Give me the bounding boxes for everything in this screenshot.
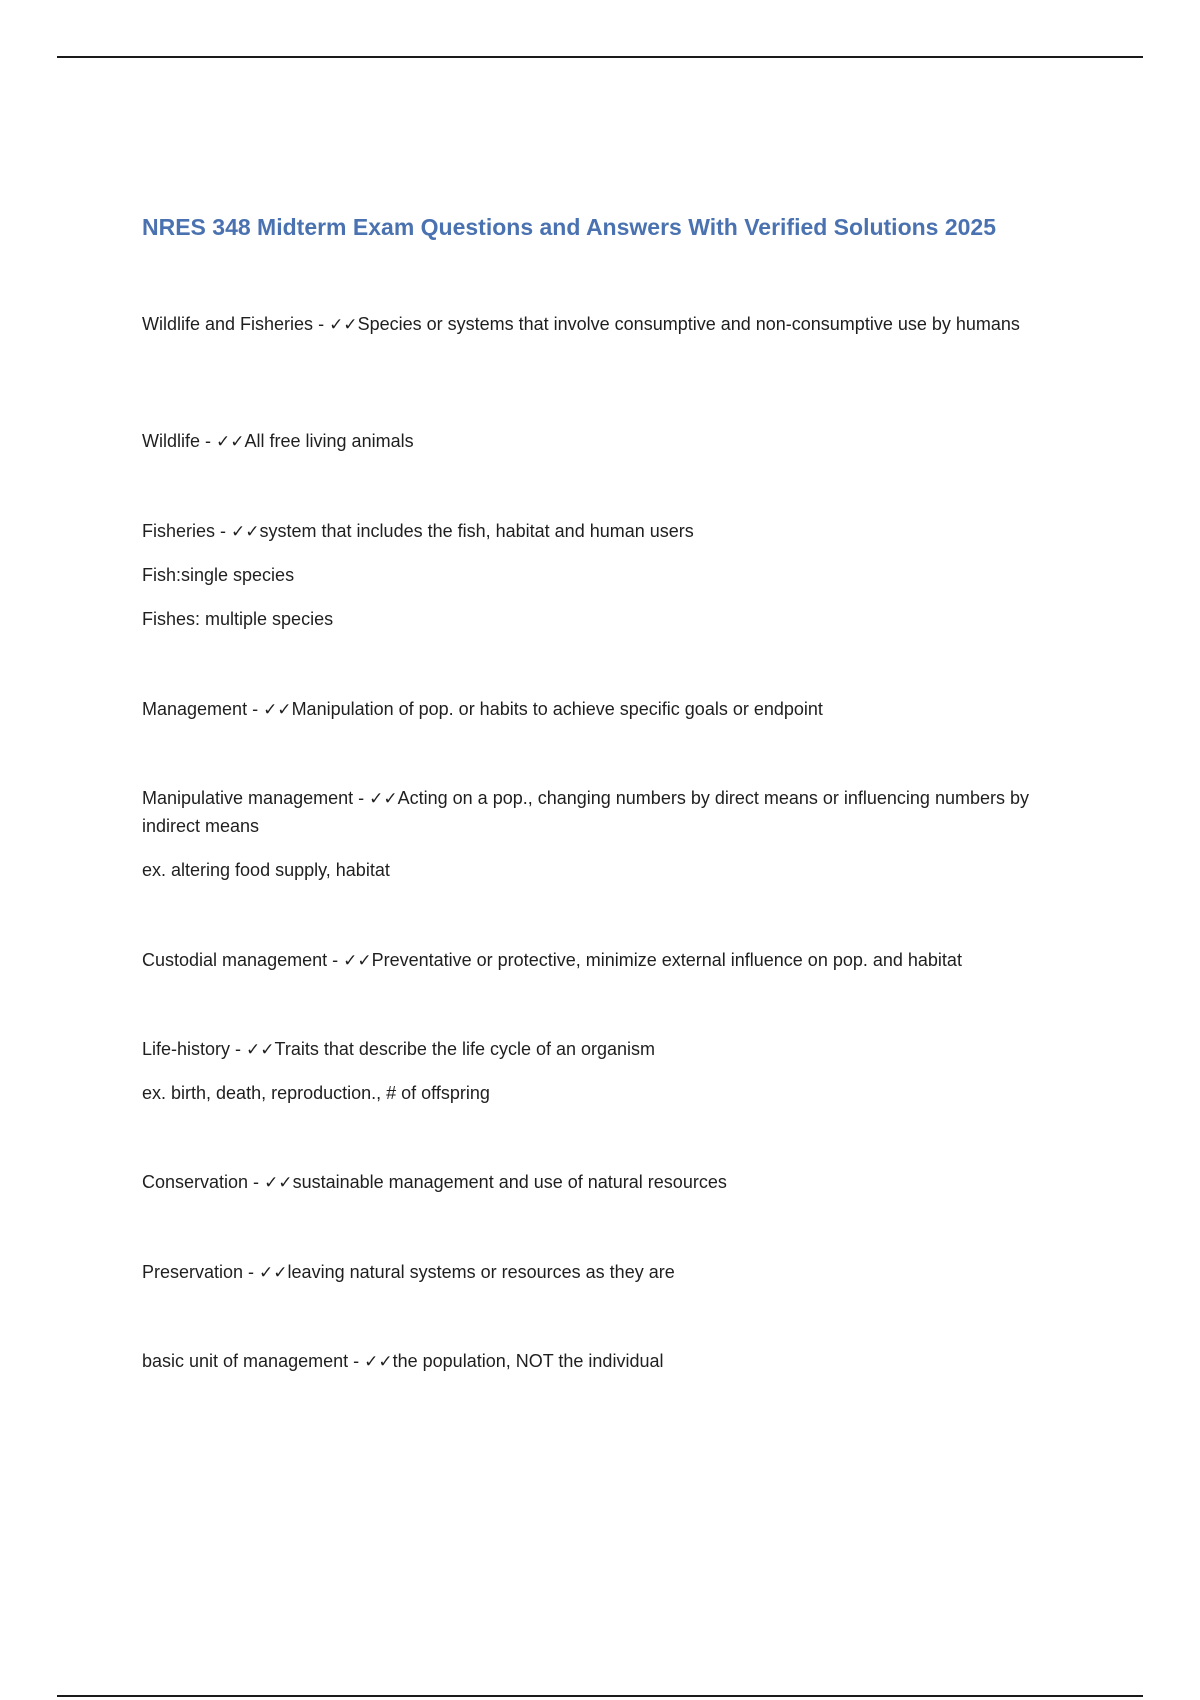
entry-life-history — [142, 1036, 1072, 1064]
entry-definition: Species or systems that involve consumptive and non-consumptive use by humans — [357, 314, 1020, 334]
entry-term: Manipulative management - — [142, 788, 370, 808]
entry-term: basic unit of management - — [142, 1351, 365, 1371]
entry-term: Wildlife - — [142, 431, 217, 451]
double-check-icon: ✓✓ — [216, 432, 245, 452]
entry-term: Wildlife and Fisheries - — [142, 314, 330, 334]
header-rule — [57, 56, 1143, 58]
footer-rule — [57, 1695, 1143, 1697]
double-check-icon: ✓✓ — [259, 1263, 288, 1283]
entry-term: Management - — [142, 699, 264, 719]
entry-note-fish: Fish:single species — [142, 565, 295, 585]
entry-definition: system that includes the fish, habitat and human users — [259, 521, 694, 541]
entry-definition: Traits that describe the life cycle of an organism — [274, 1039, 656, 1059]
entry-manipulative-management — [142, 785, 1072, 840]
entry-fisheries — [142, 518, 1072, 546]
entry-note-manipulative-example: ex. altering food supply, habitat — [142, 860, 390, 880]
double-check-icon: ✓✓ — [246, 1040, 275, 1060]
entry-definition: Preventative or protective, minimize external influence on pop. and habitat — [371, 950, 962, 970]
double-check-icon: ✓✓ — [369, 789, 398, 809]
double-check-icon: ✓✓ — [231, 522, 260, 542]
double-check-icon: ✓✓ — [364, 1352, 393, 1372]
entry-definition: All free living animals — [244, 431, 414, 451]
entry-management — [142, 696, 1072, 724]
double-check-icon: ✓✓ — [264, 1173, 293, 1193]
entry-definition: Acting on a pop., changing numbers by direct means or influencing numbers by indirect means — [142, 788, 1029, 836]
entry-definition: sustainable management and use of natural resources — [292, 1172, 727, 1192]
double-check-icon: ✓✓ — [263, 700, 292, 720]
entry-definition: Manipulation of pop. or habits to achieve specific goals or endpoint — [291, 699, 823, 719]
entry-term: Custodial management - — [142, 950, 344, 970]
entry-preservation — [142, 1259, 1072, 1287]
entry-term: Conservation - — [142, 1172, 265, 1192]
entry-wildlife-and-fisheries — [142, 311, 1072, 339]
entry-definition: leaving natural systems or resources as they are — [287, 1262, 675, 1282]
entry-term: Fisheries - — [142, 521, 232, 541]
entry-custodial-management — [142, 947, 1072, 975]
document-title: NRES 348 Midterm Exam Questions and Answers With Verified Solutions 2025 — [142, 214, 997, 240]
entry-basic-unit-of-management — [142, 1348, 1072, 1376]
entry-conservation — [142, 1169, 1072, 1197]
entry-definition: the population, NOT the individual — [392, 1351, 664, 1371]
entry-note-life-history-example: ex. birth, death, reproduction., # of offspring — [142, 1083, 490, 1103]
entry-wildlife — [142, 428, 1072, 456]
entry-term: Life-history - — [142, 1039, 247, 1059]
double-check-icon: ✓✓ — [343, 951, 372, 971]
double-check-icon: ✓✓ — [329, 315, 358, 335]
entry-term: Preservation - — [142, 1262, 260, 1282]
entry-note-fishes: Fishes: multiple species — [142, 609, 334, 629]
